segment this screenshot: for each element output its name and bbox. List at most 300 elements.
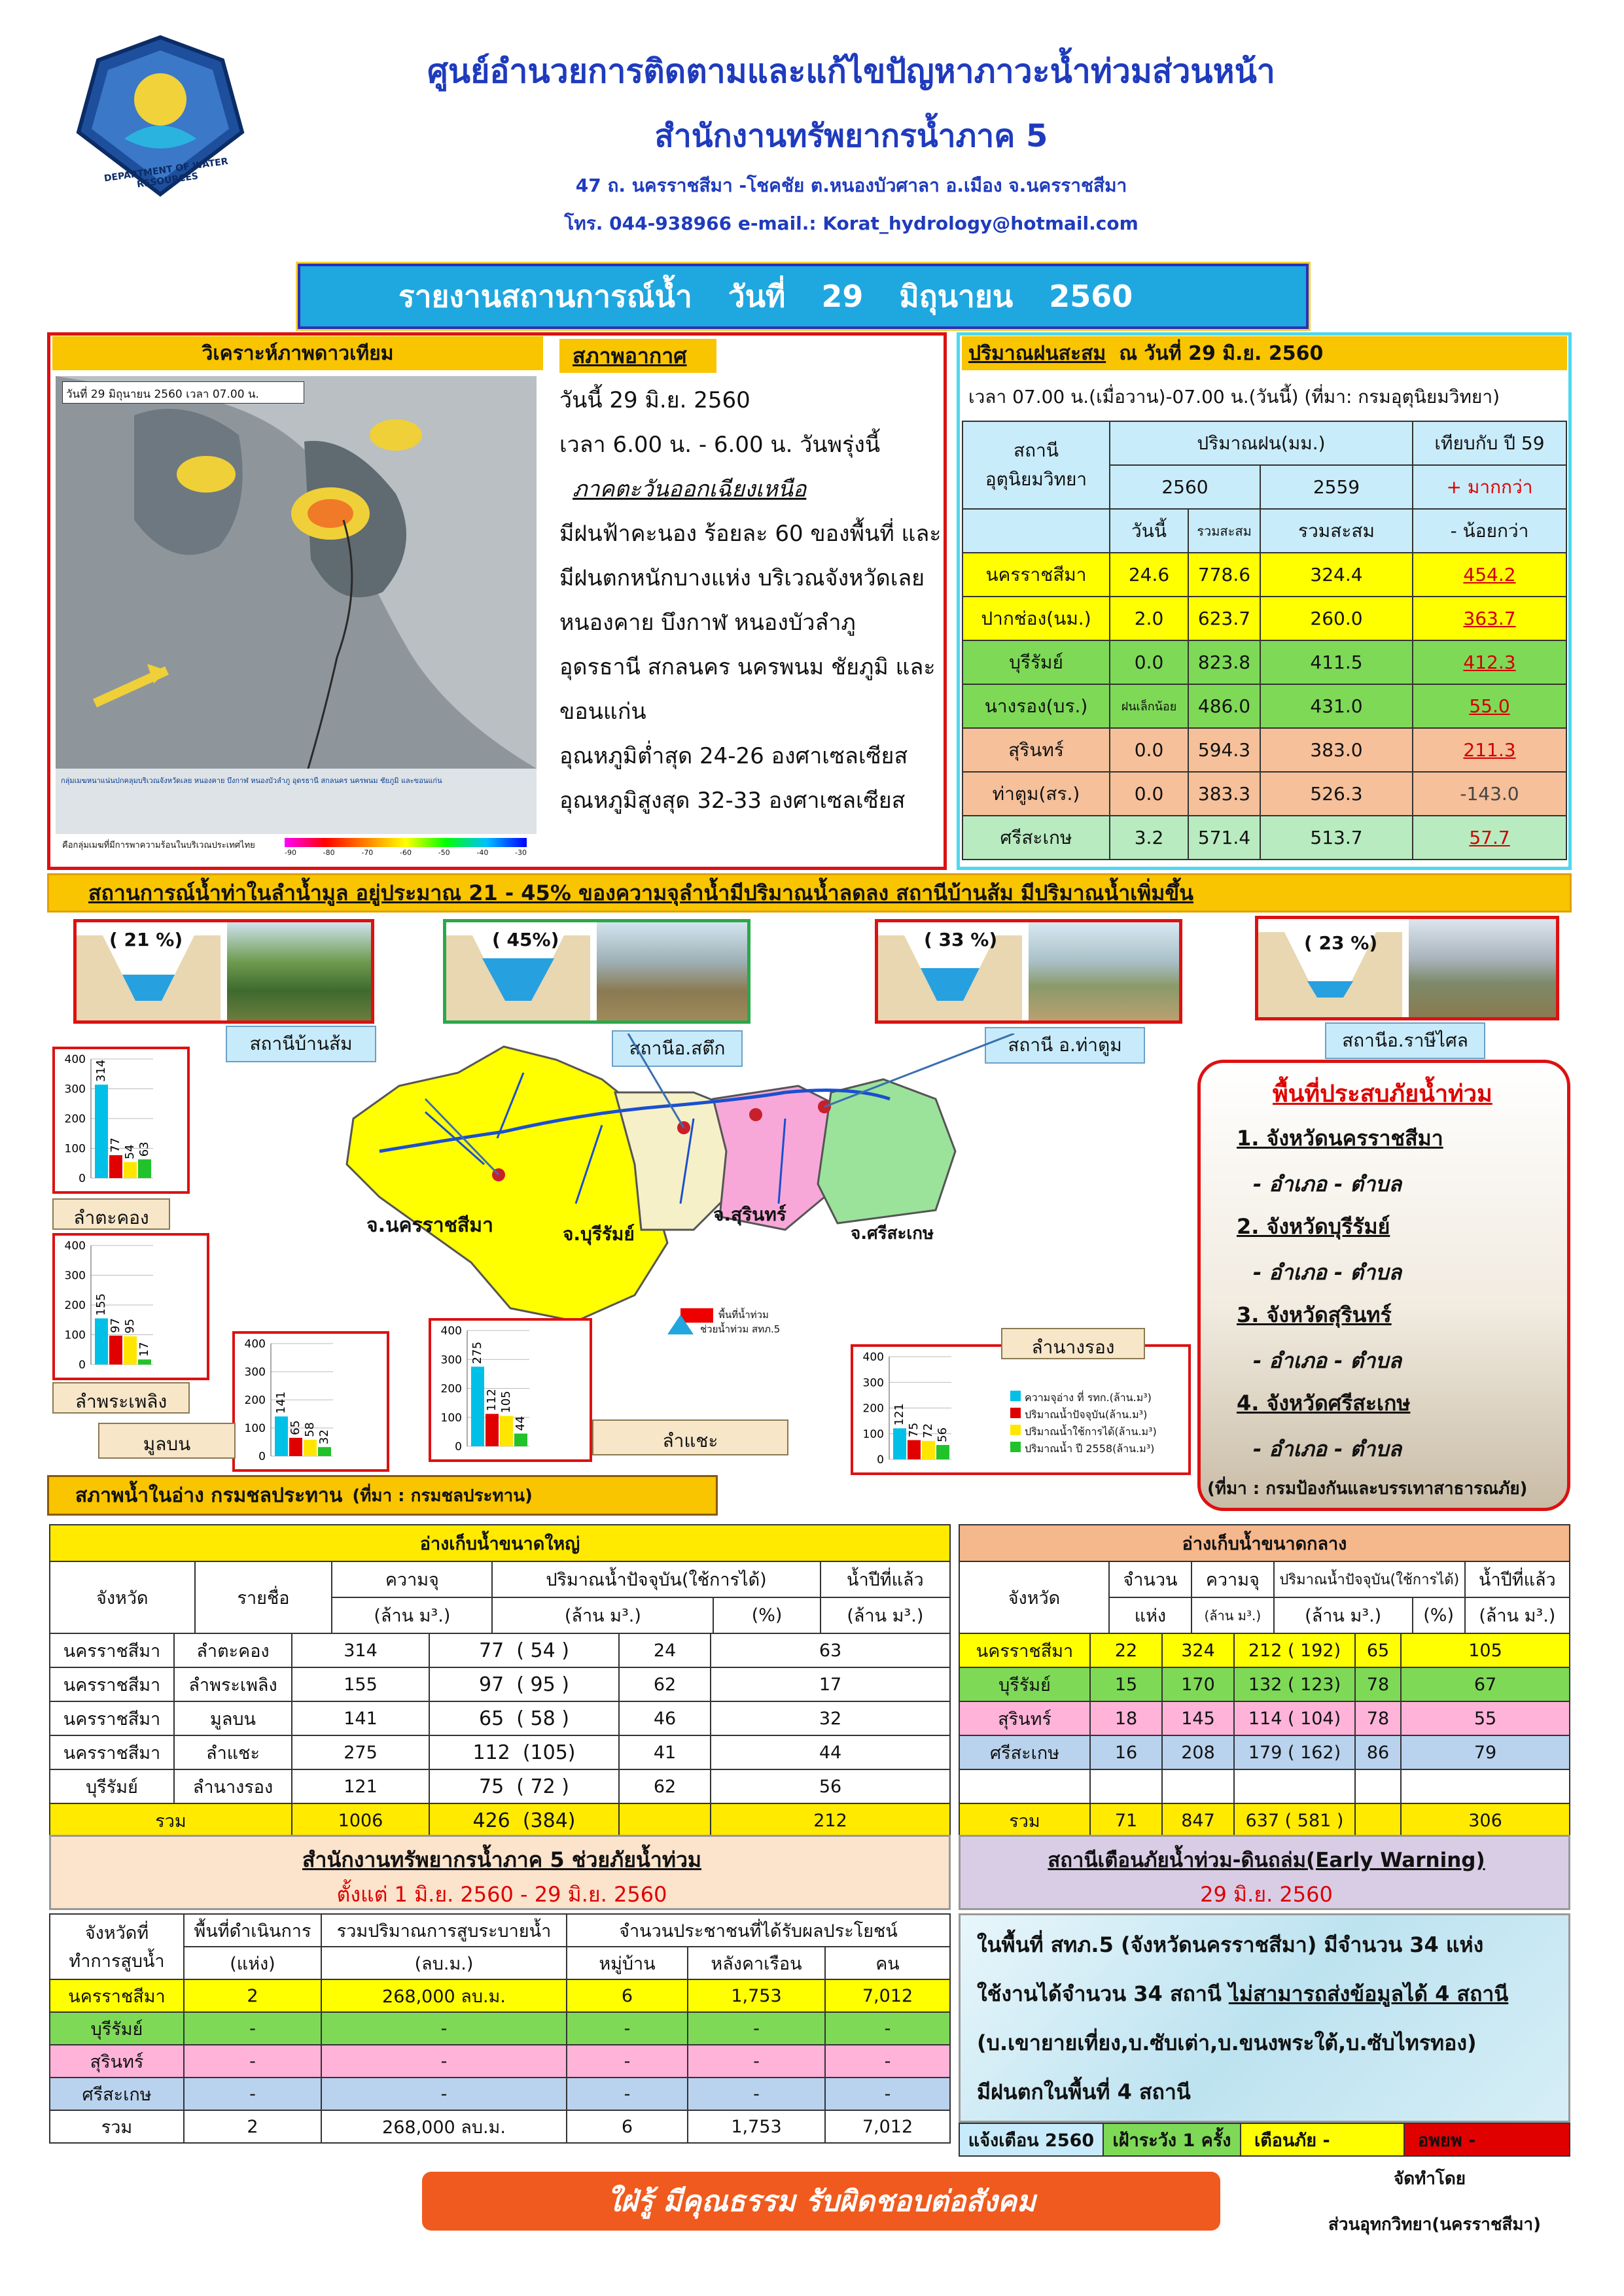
chart-bar (124, 1162, 137, 1178)
rain-th-station-l2: อุตุนิยมวิทยา (985, 468, 1087, 490)
chart-tick-label: 300 (244, 1366, 266, 1379)
rain-row (962, 816, 1566, 860)
weather-line: อุณหภูมิต่ำสุด 24-26 องศาเซลเซียส (559, 743, 908, 769)
weather-line: ขอนแก่น (559, 699, 646, 725)
alert-district: - อำเภอ - ตำบล (1253, 1260, 1402, 1285)
cell: บุรีรัมย์ (50, 1769, 174, 1803)
cell: 268,000 ลบ.ม. (321, 2110, 567, 2143)
chart-tick-label: 200 (244, 1394, 266, 1407)
th-pump-village: หมู่บ้าน (567, 1947, 688, 1979)
cell: 67 (1401, 1667, 1570, 1701)
report-title-day: 29 (821, 279, 864, 314)
cell: นครราชสีมา (50, 1735, 174, 1769)
chart-bar (893, 1429, 906, 1459)
cell: ลำตะคอง (174, 1633, 292, 1667)
large-reservoir-table (49, 1524, 951, 1634)
rain-cell: บุรีรัมย์ (962, 640, 1110, 684)
th-unit: (ล้าน ม³.) (492, 1597, 713, 1633)
cell: 79 (1401, 1735, 1570, 1769)
large-reservoir-row (50, 1667, 950, 1701)
large-reservoir-row (50, 1633, 950, 1667)
chart-value-label: 275 (470, 1341, 484, 1365)
pump-row (50, 2045, 950, 2078)
status-label: แจ้งเตือน 2560 (959, 2123, 1103, 2156)
office-name: สำนักงานทรัพยากรน้ำภาค 5 (654, 118, 1048, 154)
chart-value-label: 314 (94, 1059, 108, 1083)
cell: 637 ( 581 ) (1234, 1803, 1355, 1837)
th-pump-volume: รวมปริมาณการสูบระบายน้ำ (321, 1914, 567, 1947)
scale-label: -90 (285, 848, 296, 857)
office-contact: โทร. 044-938966 e-mail.: Korat_hydrology@hotmail.com (564, 213, 1139, 234)
cell: นครราชสีมา (50, 1633, 174, 1667)
medium-reservoir-table (959, 1524, 1570, 1634)
th-pump-house: หลังคาเรือน (688, 1947, 825, 1979)
basin-map (327, 1034, 1197, 1334)
cell: สุรินทร์ (50, 2045, 184, 2078)
cell: 46 (619, 1701, 711, 1735)
weather-region: ภาคตะวันออกเฉียงเหนือ (573, 476, 807, 502)
th-current: ปริมาณน้ำปัจจุบัน(ใช้การได้) (492, 1561, 820, 1597)
chart-tick-label: 100 (862, 1427, 884, 1441)
rain-subtitle: เวลา 07.00 น.(เมื่อวาน)-07.00 น.(วันนี้) (ที่มา: กรมอุตุนิยมวิทยา) (968, 386, 1500, 408)
station-pct: ( 45%) (492, 929, 559, 950)
cell: - (825, 2045, 950, 2078)
station-pct: ( 33 %) (924, 929, 998, 950)
warning-line: (บ.เขายายเที่ยง,บ.ซับเต่า,บ.ขนงพระใต้,บ.ซับไทรทอง) (977, 2030, 1477, 2055)
rain-cell: 823.8 (1188, 640, 1260, 684)
th-count: จำนวน (1109, 1561, 1192, 1597)
rain-cell: 454.2 (1413, 553, 1566, 597)
satellite-image (56, 376, 537, 860)
chart-value-label: 63 (137, 1141, 151, 1157)
cell: (384) (522, 1809, 576, 1832)
chart-tick-label: 200 (440, 1382, 462, 1396)
chart-bar (95, 1085, 108, 1178)
map-legend-flood: พื้นที่น้ำท่วม (718, 1309, 769, 1321)
satellite-title: วิเคราะห์ภาพดาวเทียม (52, 336, 543, 370)
rain-cell: 383.0 (1260, 728, 1413, 772)
legend-swatch (1010, 1391, 1021, 1401)
cell: 208 (1162, 1735, 1234, 1769)
th-last-year: น้ำปีที่แล้ว (821, 1561, 950, 1597)
cell: - (567, 2045, 688, 2078)
rain-cell: 57.7 (1413, 816, 1566, 860)
chart-tick-label: 100 (440, 1411, 462, 1425)
scale-label: -40 (476, 848, 489, 857)
th-pct: (%) (1413, 1597, 1465, 1633)
cell: - (688, 2045, 825, 2078)
chart-value-label: 58 (303, 1422, 317, 1438)
chart-value-label: 32 (317, 1429, 331, 1445)
status-watch: เฝ้าระวัง 1 ครั้ง (1103, 2123, 1241, 2156)
legend-text: ความจุอ่าง ที่ รทก.(ล้าน.ม³) (1025, 1391, 1152, 1404)
cell: 16 (1090, 1735, 1162, 1769)
chart-tick-label: 300 (64, 1269, 86, 1283)
cell: (105) (522, 1741, 576, 1764)
scale-label: -70 (361, 848, 374, 857)
cell: 2 (184, 2110, 321, 2143)
chart-box (52, 1233, 209, 1380)
chart-value-label: 54 (123, 1144, 137, 1160)
warning-status (959, 2123, 1570, 2157)
temperature-scale (285, 838, 527, 847)
rain-cell: 412.3 (1413, 640, 1566, 684)
th-unit: (ล้าน ม³.) (332, 1597, 492, 1633)
rain-cell: 431.0 (1260, 684, 1413, 728)
chart-tick-label: 300 (64, 1083, 86, 1096)
th-pump-prov: จังหวัดที่ (84, 1923, 149, 1943)
chart-value-label: 95 (123, 1318, 137, 1334)
chart-bar (109, 1155, 122, 1178)
rain-title: ปริมาณฝนสะสม (968, 341, 1106, 365)
cell: 426 (472, 1809, 510, 1832)
cell: - (184, 2078, 321, 2110)
rain-row (962, 772, 1566, 816)
cell: - (184, 2045, 321, 2078)
medium-reservoir-rows (959, 1633, 1570, 1838)
rain-th-station-l1: สถานี (1014, 440, 1059, 461)
scale-label: -30 (515, 848, 527, 857)
weather-line: อุดรธานี สกลนคร นครพนม ชัยภูมิ และ (559, 654, 936, 680)
th-unit: (ล้าน ม³.) (1274, 1597, 1413, 1633)
warning-body (959, 1913, 1570, 2123)
chart-bar (922, 1441, 935, 1459)
rain-cell: 486.0 (1188, 684, 1260, 728)
cell: ( 72 ) (516, 1775, 569, 1798)
chart-label: ลำพระเพลิง (52, 1382, 190, 1414)
chart-value-label: 56 (936, 1427, 949, 1443)
cell: 6 (567, 1979, 688, 2012)
alert-district: - อำเภอ - ตำบล (1253, 1348, 1402, 1373)
cell: 275 (292, 1735, 429, 1769)
th-unit: (ล้าน ม³.) (1192, 1597, 1274, 1633)
cell: นครราชสีมา (50, 1667, 174, 1701)
pump-table (49, 1913, 951, 2144)
station-label: สถานีอ.สตึก (612, 1030, 743, 1067)
rain-cell: นางรอง(บร.) (962, 684, 1110, 728)
cell: 18 (1090, 1701, 1162, 1735)
chart-value-label: 141 (274, 1391, 288, 1414)
river-banner-text: สถานการณ์น้ำท่าในลำน้ำมูล อยู่ประมาณ 21 - 45% ของความจุลำน้ำมีปริมาณน้ำลดลง สถานีบ้านส้ม มีปริมาณน้ำเพิ่มขึ้น (88, 880, 1194, 905)
chart-tick-label: 400 (244, 1338, 266, 1351)
rain-cell: 211.3 (1413, 728, 1566, 772)
legend-swatch (1010, 1408, 1021, 1418)
rain-row (962, 640, 1566, 684)
cell: บุรีรัมย์ (50, 2012, 184, 2045)
medium-reservoir-row (959, 1735, 1570, 1769)
th-unit: (ล้าน ม³.) (1465, 1597, 1570, 1633)
scale-label: -60 (400, 848, 412, 857)
alert-title: พื้นที่ประสบภัยน้ำท่วม (1273, 1081, 1492, 1107)
reservoir-chart (55, 1049, 186, 1190)
large-reservoir-row (50, 1701, 950, 1735)
chart-tick-label: 400 (64, 1240, 86, 1253)
report-title-year: 2560 (1049, 279, 1133, 314)
cell: ศรีสะเกษ (959, 1735, 1090, 1769)
chart-tick-label: 200 (64, 1113, 86, 1126)
cell: 17 (711, 1667, 950, 1701)
rain-cell: 3.2 (1110, 816, 1188, 860)
prepared-by-label: จัดทำโดย (1394, 2169, 1466, 2189)
station-photo (227, 922, 374, 1020)
river-banner (47, 873, 1572, 913)
medium-reservoir-row (959, 1667, 1570, 1701)
cell: 22 (1090, 1633, 1162, 1667)
large-reservoir-header: อ่างเก็บน้ำขนาดใหญ่ (50, 1525, 950, 1561)
chart-box (429, 1318, 592, 1462)
chart-value-label: 112 (485, 1389, 499, 1412)
rain-cell: 2.0 (1110, 597, 1188, 640)
station-box (443, 919, 750, 1024)
cell: 44 (711, 1735, 950, 1769)
chart-box (52, 1047, 190, 1194)
flood-alert-panel (1197, 1060, 1570, 1511)
cell: 2 (184, 1979, 321, 2012)
temperature-scale-labels (285, 848, 527, 857)
cell: 114 ( 104) (1234, 1701, 1355, 1735)
rain-cell: 0.0 (1110, 772, 1188, 816)
large-reservoir-row (50, 1735, 950, 1769)
weather-line: หนองคาย บึงกาฬ หนองบัวลำภู (559, 610, 856, 636)
cell: นครราชสีมา (50, 1979, 184, 2012)
chart-label: ลำแชะ (592, 1419, 788, 1455)
warning-line: มีฝนตกในพื้นที่ 4 สถานี (977, 2079, 1191, 2104)
pump-total (50, 2110, 950, 2143)
cell: 145 (1162, 1701, 1234, 1735)
chart-tick-label: 100 (64, 1329, 86, 1342)
th-capacity: ความจุ (1192, 1561, 1274, 1597)
cell: มูลบน (174, 1701, 292, 1735)
th-pct: (%) (713, 1597, 820, 1633)
station-photo (1409, 919, 1559, 1017)
cell: 32 (711, 1701, 950, 1735)
warning-line: ในพื้นที่ สทภ.5 (จังหวัดนครราชสีมา) มีจำนวน 34 แห่ง (977, 1932, 1484, 1957)
station-box (875, 919, 1182, 1024)
chart-bar (138, 1159, 151, 1178)
warning-line: ไม่สามารถส่งข้อมูลได้ 4 สถานี (1228, 1981, 1509, 2006)
station-pct: ( 21 %) (109, 929, 183, 950)
chart-value-label: 75 (907, 1422, 921, 1438)
chart-box (232, 1331, 389, 1472)
rain-th-more: + มากกว่า (1413, 465, 1566, 509)
rain-th-today: วันนี้ (1110, 509, 1188, 553)
chart-legend-item (1010, 1389, 1187, 1406)
alert-district: - อำเภอ - ตำบล (1253, 1436, 1402, 1461)
chart-label: ลำนางรอง (1001, 1328, 1145, 1359)
map-label-nakhon: จ.นครราชสีมา (366, 1214, 493, 1237)
cell: 78 (1355, 1667, 1401, 1701)
chart-tick-label: 400 (440, 1325, 462, 1338)
rain-cell: 383.3 (1188, 772, 1260, 816)
chart-tick-label: 300 (862, 1376, 884, 1390)
weather-time: เวลา 6.00 น. - 6.00 น. วันพรุ่งนี้ (559, 432, 881, 458)
cell: 7,012 (825, 2110, 950, 2143)
rain-row (962, 597, 1566, 640)
th-pump-area: พื้นที่ดำเนินการ (184, 1914, 321, 1947)
pump-row (50, 2078, 950, 2110)
rain-th-compare: เทียบกับ ปี 59 (1413, 421, 1566, 465)
chart-box (851, 1344, 1191, 1475)
rain-row (962, 553, 1566, 597)
reservoir-source: (ที่มา : กรมชลประทาน) (352, 1486, 533, 1506)
th-pump-prov2: ทำการสูบน้ำ (69, 1951, 165, 1972)
th-unit: (ล้าน ม³.) (821, 1597, 950, 1633)
chart-tick-label: 200 (862, 1402, 884, 1416)
cell: 314 (292, 1633, 429, 1667)
rain-cell: 0.0 (1110, 640, 1188, 684)
chart-tick-label: 0 (877, 1453, 884, 1467)
medium-reservoir-total (959, 1803, 1570, 1837)
cell: 41 (619, 1735, 711, 1769)
reservoir-chart (431, 1321, 588, 1458)
cell: บุรีรัมย์ (959, 1667, 1090, 1701)
warning-date: 29 มิ.ย. 2560 (1200, 1882, 1333, 1907)
pump-row (50, 1979, 950, 2012)
cell: รวม (50, 1803, 292, 1837)
cell: 170 (1162, 1667, 1234, 1701)
chart-tick-label: 0 (455, 1440, 462, 1453)
station-photo (1029, 922, 1182, 1020)
satellite-footer: คือกลุ่มเมฆที่มีการพาความร้อนในบริเวณประเทศไทย (62, 841, 255, 850)
alert-province: 1. จังหวัดนครราชสีมา (1237, 1126, 1443, 1151)
rain-th-acc2: รวมสะสม (1260, 509, 1413, 553)
chart-bar (485, 1414, 499, 1446)
reservoir-title-text: สภาพน้ำในอ่าง กรมชลประทาน (75, 1484, 343, 1507)
chart-bar (124, 1336, 137, 1365)
legend-text: ปริมาณน้ำ ปี 2558(ล้าน.ม³) (1025, 1442, 1155, 1455)
rain-title-date: ณ วันที่ 29 มิ.ย. 2560 (1119, 341, 1324, 365)
th-current: ปริมาณน้ำปัจจุบัน(ใช้การได้) (1274, 1561, 1465, 1597)
chart-bar (936, 1445, 949, 1459)
rain-cell: 324.4 (1260, 553, 1413, 597)
chart-bar (514, 1434, 527, 1446)
rain-cell: ท่าตูม(สร.) (962, 772, 1110, 816)
cell: ลำพระเพลิง (174, 1667, 292, 1701)
cell: 97 (479, 1673, 504, 1696)
chart-legend-item (1010, 1440, 1187, 1457)
chart-tick-label: 0 (258, 1450, 266, 1463)
rain-cell: ฝนเล็กน้อย (1110, 684, 1188, 728)
alert-province: 4. จังหวัดศรีสะเกษ (1237, 1391, 1411, 1416)
weather-title: สภาพอากาศ (559, 339, 716, 373)
cell: รวม (959, 1803, 1090, 1837)
chart-bar (109, 1336, 122, 1365)
chart-label: มูลบน (98, 1423, 236, 1459)
rain-table (962, 421, 1567, 860)
cell: 62 (619, 1667, 711, 1701)
cell: 63 (711, 1633, 950, 1667)
cell: 24 (619, 1633, 711, 1667)
warning-line: ใช้งานได้จำนวน 34 สถานี (977, 1981, 1229, 2006)
weather-line: อุณหภูมิสูงสุด 32-33 องศาเซลเซียส (559, 788, 906, 814)
cell: 105 (1401, 1633, 1570, 1667)
station-label: สถานีอ.ราษีไศล (1325, 1022, 1485, 1059)
reservoir-chart (853, 1347, 958, 1471)
rain-cell: 0.0 (1110, 728, 1188, 772)
map-label-buriram: จ.บุรีรัมย์ (563, 1223, 635, 1245)
station-box (73, 919, 374, 1024)
cell: - (321, 2078, 567, 2110)
chart-value-label: 77 (109, 1138, 122, 1153)
cell: - (825, 2078, 950, 2110)
chart-tick-label: 0 (79, 1359, 86, 1372)
chart-value-label: 97 (109, 1317, 122, 1333)
chart-tick-label: 400 (862, 1351, 884, 1364)
cell: 1,753 (688, 1979, 825, 2012)
legend-swatch (1010, 1442, 1021, 1452)
rain-cell: 526.3 (1260, 772, 1413, 816)
th-capacity: ความจุ (332, 1561, 492, 1597)
chart-label: ลำตะคอง (52, 1198, 170, 1230)
cell: - (321, 2012, 567, 2045)
rain-cell: นครราชสีมา (962, 553, 1110, 597)
report-title-text: รายงานสถานการณ์น้ำ (398, 278, 692, 314)
weather-line: มีฝนตกหนักบางแห่ง บริเวณจังหวัดเลย (559, 565, 925, 591)
rain-cell: 623.7 (1188, 597, 1260, 640)
rain-th-station (962, 421, 1110, 509)
pump-header (49, 1835, 951, 1910)
map-legend-pump: ช่วยน้ำท่วม สทภ.5 (700, 1323, 781, 1335)
station-box (1255, 916, 1559, 1020)
cell: 6 (567, 2110, 688, 2143)
scale-label: -80 (323, 848, 335, 857)
alert-source: (ที่มา : กรมป้องกันและบรรเทาสาธารณภัย) (1207, 1479, 1528, 1499)
legend-swatch (1010, 1425, 1021, 1435)
chart-value-label: 121 (892, 1403, 906, 1426)
reservoir-title (47, 1475, 718, 1516)
report-title-day-label: วันที่ (728, 278, 786, 314)
cell: - (688, 2012, 825, 2045)
center-title: ศูนย์อำนวยการติดตามและแก้ไขปัญหาภาวะน้ำท่วมส่วนหน้า (427, 52, 1275, 90)
rain-cell: สุรินทร์ (962, 728, 1110, 772)
cell: 62 (619, 1769, 711, 1803)
cell: ( 95 ) (516, 1673, 569, 1696)
cell: 847 (1162, 1803, 1234, 1837)
report-title (298, 264, 1309, 329)
status-evacuate: อพยพ - (1404, 2123, 1570, 2156)
cell: ( 54 ) (516, 1639, 569, 1662)
pump-period: ตั้งแต่ 1 มิ.ย. 2560 - 29 มิ.ย. 2560 (336, 1882, 667, 1907)
weather-date: วันนี้ 29 มิ.ย. 2560 (559, 387, 750, 413)
map-label-sisaket: จ.ศรีสะเกษ (851, 1224, 934, 1244)
rain-cell: ศรีสะเกษ (962, 816, 1110, 860)
cell: 212 (711, 1803, 950, 1837)
th-province: จังหวัด (50, 1561, 195, 1633)
cell: 65 (479, 1707, 504, 1730)
rain-title-bar (962, 336, 1567, 370)
slogan-banner (422, 2172, 1220, 2231)
warning-title: สถานีเตือนภัยน้ำท่วม-ดินถล่ม(Early Warning) (1048, 1849, 1485, 1872)
map-label-surin: จ.สุรินทร์ (713, 1204, 786, 1225)
cell: 141 (292, 1701, 429, 1735)
cell: 86 (1355, 1735, 1401, 1769)
cell: 65 (1355, 1633, 1401, 1667)
legend-text: ปริมาณน้ำปัจจุบัน(ล้าน.ม³) (1025, 1408, 1148, 1421)
slogan-text: ใฝ่รู้ มีคุณธรรม รับผิดชอบต่อสังคม (607, 2185, 1036, 2218)
th-count2: แห่ง (1109, 1597, 1192, 1633)
chart-legend-item (1010, 1406, 1187, 1423)
rain-th-2559: 2559 (1260, 465, 1413, 509)
rain-cell: 594.3 (1188, 728, 1260, 772)
warning-header (959, 1835, 1570, 1910)
pump-title: สำนักงานทรัพยากรน้ำภาค 5 ช่วยภัยน้ำท่วม (302, 1847, 701, 1872)
medium-reservoir-row (959, 1701, 1570, 1735)
logo-text: DEPARTMENT OF WATER RESOURCES (103, 156, 229, 190)
cell: สุรินทร์ (959, 1701, 1090, 1735)
th-pump-benefit: จำนวนประชาชนที่ได้รับผลประโยชน์ (567, 1914, 950, 1947)
chart-value-label: 105 (499, 1391, 513, 1414)
reservoir-chart (235, 1334, 385, 1468)
